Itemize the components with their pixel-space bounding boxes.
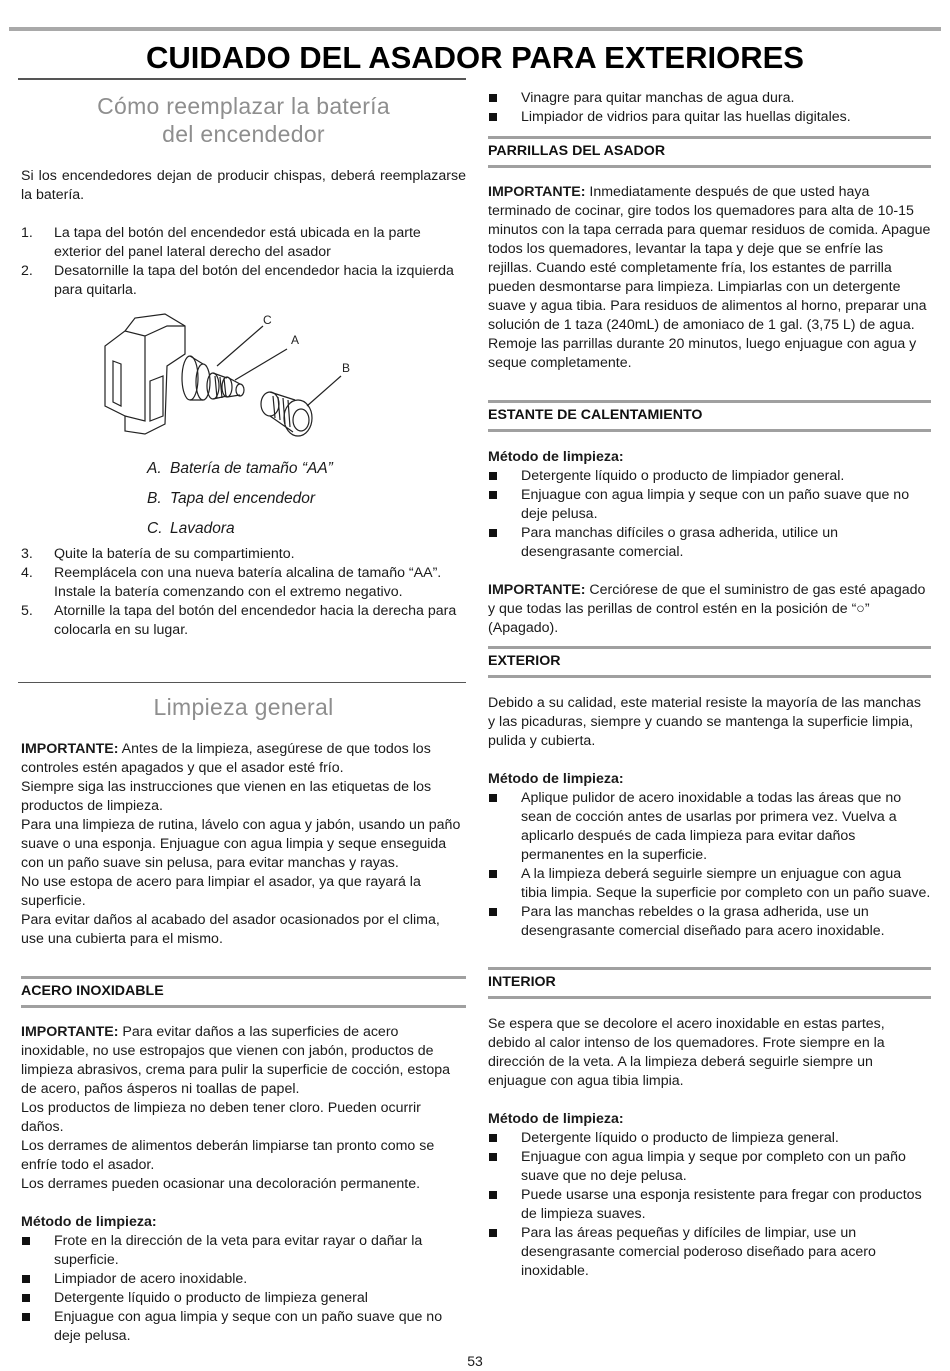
list-item-text: Detergente líquido o producto de limpieza general. (521, 1130, 839, 1146)
battery-steps-a (21, 224, 466, 300)
list-item (488, 1224, 931, 1281)
stainless-paragraph: Los derrames de alimentos deberán limpiarse tan pronto como se enfríe todo el asador. (21, 1138, 435, 1173)
bullet-icon (489, 1134, 497, 1142)
step-4 (21, 564, 466, 602)
bullet-icon (489, 113, 497, 121)
title-rule (18, 78, 466, 80)
list-item (488, 89, 931, 108)
list-item-text: Limpiador de acero inoxidable. (54, 1271, 248, 1287)
important-label: IMPORTANTE: (488, 582, 586, 598)
caption-text: Lavadora (170, 520, 235, 537)
step-text: Atornille la tapa del botón del encendedor hacia la derecha para colocarla en su lugar. (54, 603, 457, 638)
list-item-text: Detergente líquido o producto de limpiador general. (521, 468, 845, 484)
general-important (21, 740, 466, 778)
bullet-icon (489, 529, 497, 537)
step-number: 1. (21, 225, 33, 241)
list-item (488, 1129, 931, 1148)
general-rule (18, 682, 466, 683)
page-title: CUIDADO DEL ASADOR PARA EXTERIORES (146, 40, 804, 75)
bullet-icon (22, 1237, 30, 1245)
list-item (488, 1148, 931, 1186)
bullet-icon (489, 491, 497, 499)
bullet-icon (489, 1229, 497, 1237)
grates-heading-bar (488, 136, 931, 168)
heading-bar-bottom (488, 429, 931, 432)
diagram-label-b: B (342, 361, 351, 375)
important-text: Cerciórese de que el suministro de gas esté apagado y que todas las perillas de control estén en la posición de “○” (Apagado). (488, 582, 926, 636)
caption-b (147, 484, 447, 514)
important-label: IMPORTANTE: (488, 184, 586, 200)
exterior-intro: Debido a su calidad, este material resiste la mayoría de las manchas y las picaduras, siempre y cuando se mantenga la superficie limpia, pulida y cubierta. (488, 695, 921, 749)
list-item-text: Frote en la dirección de la veta para evitar rayar o dañar la superficie. (54, 1233, 423, 1268)
list-item-text: Para las áreas pequeñas y difíciles de limpiar, use un desengrasante comercial poderoso diseñado para acero inoxidable. (521, 1225, 876, 1279)
diagram-captions (147, 454, 447, 544)
list-item (488, 486, 931, 524)
list-item (488, 1186, 931, 1224)
caption-text: Batería de tamaño “AA” (170, 460, 333, 477)
top-rule (9, 27, 941, 31)
important-text: Antes de la limpieza, asegúrese de que todos los controles estén apagados y que el asador esté frío. (21, 741, 431, 776)
list-item (488, 108, 931, 127)
stainless-method-continued (488, 89, 931, 127)
general-paragraph: Siempre siga las instrucciones que vienen en las etiquetas de los productos de limpieza. (21, 779, 432, 814)
list-item-text: Limpiador de vidrios para quitar las huellas digitales. (521, 109, 851, 125)
general-body (21, 740, 466, 949)
grates-heading: PARRILLAS DEL ASADOR (488, 143, 666, 159)
bullet-icon (489, 908, 497, 916)
bullet-icon (489, 794, 497, 802)
list-item-text: Enjuague con agua limpia y seque con un paño suave que no deje pelusa. (521, 487, 910, 522)
step-2 (21, 262, 466, 300)
list-item (21, 1232, 466, 1270)
step-number: 5. (21, 603, 33, 619)
stainless-paragraph: Los derrames pueden ocasionar una decoloración permanente. (21, 1176, 421, 1192)
list-item (21, 1308, 466, 1346)
method-label: Método de limpieza: (21, 1214, 157, 1230)
bullet-icon (489, 1191, 497, 1199)
step-text: La tapa del botón del encendedor está ubicada en la parte exterior del panel lateral derecho del asador (54, 225, 421, 260)
warming-important (488, 581, 931, 638)
list-item-text: Aplique pulidor de acero inoxidable a todas las áreas que no sean de cocción antes de usarlas por primera vez. Vuelva a aplicarlo después de cada limpieza para evitar daños permanentes en la superficie. (521, 790, 902, 863)
igniter-diagram (95, 306, 365, 456)
list-item-text: Para manchas difíciles o grasa adherida, utilice un desengrasante comercial. (521, 525, 839, 560)
exterior-heading-bar (488, 646, 931, 678)
stainless-paragraph: Los productos de limpieza no deben tener cloro. Pueden ocurrir daños. (21, 1100, 421, 1135)
important-label: IMPORTANTE: (21, 1024, 119, 1040)
interior-heading: INTERIOR (488, 974, 556, 990)
page-number: 53 (467, 1353, 483, 1369)
bullet-icon (489, 472, 497, 480)
step-text: Quite la batería de su compartimiento. (54, 546, 295, 562)
bullet-icon (22, 1313, 30, 1321)
bullet-icon (22, 1275, 30, 1283)
list-item (21, 1289, 466, 1308)
step-text: Reemplácela con una nueva batería alcalina de tamaño “AA”. Instale la batería comenzando con el extremo negativo. (54, 565, 442, 600)
stainless-heading: ACERO INOXIDABLE (21, 983, 164, 999)
general-paragraph: Para evitar daños al acabado del asador ocasionados por el clima, use una cubierta para el mismo. (21, 912, 440, 947)
list-item-text: Para las manchas rebeldes o la grasa adherida, use un desengrasante comercial diseñado para acero inoxidable. (521, 904, 885, 939)
bullet-icon (489, 870, 497, 878)
interior-method (488, 1110, 931, 1281)
battery-title-line1: Cómo reemplazar la batería (97, 93, 390, 119)
exterior-heading: EXTERIOR (488, 653, 561, 669)
step-3 (21, 545, 466, 564)
important-text: Para evitar daños a las superficies de acero inoxidable, no use estropajos que vienen con jabón, productos de limpieza abrasivos, crema para pulir la superficie de cocción, estopa de acero, paños ásperos ni toallas de papel. (21, 1024, 450, 1097)
warming-heading-bar (488, 400, 931, 432)
heading-bar-bottom (21, 1005, 466, 1008)
caption-a (147, 454, 447, 484)
list-item (21, 1270, 466, 1289)
diagram-label-a: A (291, 333, 300, 347)
general-paragraph: Para una limpieza de rutina, lávelo con agua y jabón, usando un paño suave o una esponja. Enjuague con agua limpia y seque enseguida con un paño suave sin pelusa, para evitar manchas y rayas. (21, 817, 461, 871)
caption-text: Tapa del encendedor (170, 490, 316, 507)
exterior-method (488, 770, 931, 941)
step-text: Desatornille la tapa del botón del encendedor hacia la izquierda para quitarla. (54, 263, 454, 298)
battery-section-title (21, 92, 466, 148)
bullet-icon (489, 1153, 497, 1161)
step-number: 2. (21, 263, 33, 279)
list-item (488, 903, 931, 941)
step-1 (21, 224, 466, 262)
warming-heading: ESTANTE DE CALENTAMIENTO (488, 407, 703, 423)
step-number: 3. (21, 546, 33, 562)
list-item (488, 524, 931, 562)
list-item (488, 467, 931, 486)
method-label: Método de limpieza: (488, 771, 624, 787)
heading-bar-bottom (488, 996, 931, 999)
grates-important (488, 183, 931, 373)
list-item-text: Vinagre para quitar manchas de agua dura. (521, 90, 795, 106)
general-paragraph: No use estopa de acero para limpiar el asador, ya que rayará la superficie. (21, 874, 421, 909)
interior-intro: Se espera que se decolore el acero inoxidable en estas partes, debido al calor intenso de los quemadores. Frote siempre en la dirección de la veta. A la limpieza deberá seguirle siempre un enjuague con agua tibia limpia. (488, 1016, 885, 1089)
list-item-text: Enjuague con agua limpia y seque por completo con un paño suave que no deje pelusa. (521, 1149, 906, 1184)
important-label: IMPORTANTE: (21, 741, 119, 757)
list-item-text: Enjuague con agua limpia y seque con un paño suave que no deje pelusa. (54, 1309, 443, 1344)
stainless-body (21, 1023, 466, 1194)
list-item-text: Detergente líquido o producto de limpieza general (54, 1290, 368, 1306)
list-item-text: Puede usarse una esponja resistente para fregar con productos de limpieza suaves. (521, 1187, 922, 1222)
stainless-important (21, 1023, 466, 1099)
stainless-method (21, 1213, 466, 1346)
battery-intro: Si los encendedores dejan de producir chispas, deberá reemplazarse la batería. (21, 168, 466, 203)
general-title: Limpieza general (153, 694, 334, 720)
heading-bar-bottom (488, 165, 931, 168)
diagram-label-c: C (263, 313, 272, 327)
caption-letter: A. (147, 460, 162, 477)
method-label: Método de limpieza: (488, 1111, 624, 1127)
step-5 (21, 602, 466, 640)
important-text: Inmediatamente después de que usted haya terminado de cocinar, gire todos los quemadores para alta de 10-15 minutos con la tapa cerrada para quemar residuos de comida. Apague todos los quemadores, levantar la tapa y deje que se enfríe las rejillas. Cuando esté completamente fría, los estantes de parrilla pueden desmontarse para limpieza. Limpiarlas con un detergente suave y agua tibia. Para residuos de alimentos al horno, preparar una solución de 1 taza (240mL) de amoniaco de 1 gal. (3,75 L) de agua. Remoje las parrillas durante 20 minutos, luego enjuague con agua y seque completamente. (488, 184, 931, 371)
battery-title-line2: del encendedor (162, 121, 325, 147)
heading-bar-bottom (488, 675, 931, 678)
bullet-icon (489, 94, 497, 102)
caption-c (147, 514, 447, 544)
step-number: 4. (21, 565, 33, 581)
list-item (488, 789, 931, 865)
list-item (488, 865, 931, 903)
stainless-heading-bar (21, 976, 466, 1008)
list-item-text: A la limpieza deberá seguirle siempre un enjuague con agua tibia limpia. Seque la superficie por completo con un paño suave. (521, 866, 931, 901)
interior-heading-bar (488, 967, 931, 999)
caption-letter: C. (147, 520, 163, 537)
warming-method (488, 448, 931, 562)
caption-letter: B. (147, 490, 162, 507)
battery-steps-b (21, 545, 466, 640)
bullet-icon (22, 1294, 30, 1302)
method-label: Método de limpieza: (488, 449, 624, 465)
